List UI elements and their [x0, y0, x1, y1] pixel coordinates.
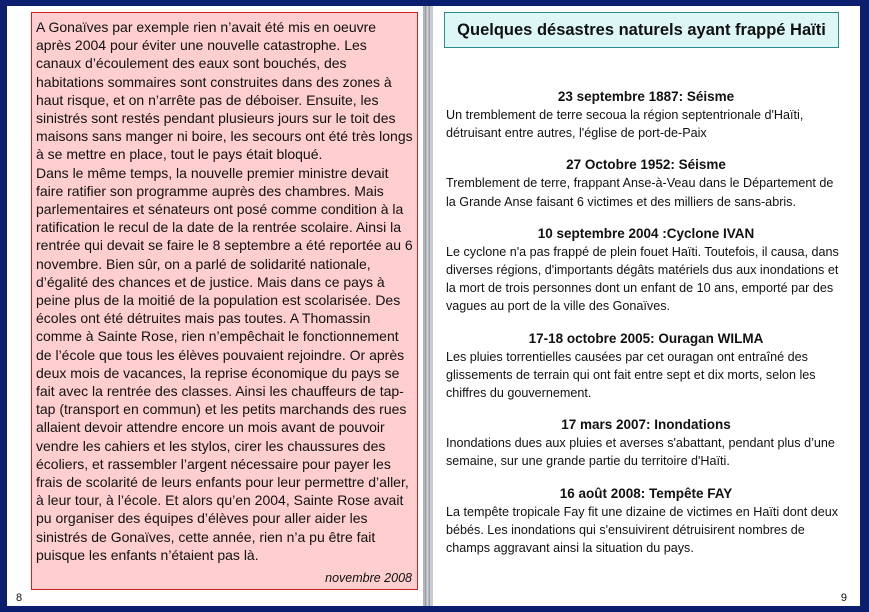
disaster-description: Tremblement de terre, frappant Anse-à-Veau dans le Département de la Grande Anse faisant 6 victimes et des milliers de sans-abris. — [446, 176, 834, 209]
page-title: Quelques désastres naturels ayant frappé Haïti — [444, 12, 839, 48]
article-text-box — [31, 12, 418, 590]
disaster-description: Le cyclone n'a pas frappé de plein fouet Haïti. Toutefois, il causa, dans diverses régions, d'importants dégâts matériels dus aux inondations et la mort de trois personnes dont un enfant de 10 ans, emporté par des vagues au port de la ville des Gonaïves. — [446, 244, 839, 314]
disaster-heading: 17-18 octobre 2005: Ouragan WILMA — [528, 330, 764, 346]
disaster-heading: 23 septembre 1887: Séisme — [557, 89, 735, 104]
disaster-entry — [446, 88, 846, 142]
disaster-description: Inondations dues aux pluies et averses s'abattant, pendant plus d’une semaine, sur une grande partie du territoire d'Haïti. — [446, 436, 835, 469]
page-number-right: 9 — [840, 592, 847, 604]
disaster-heading: 17 mars 2007: Inondations — [561, 417, 731, 433]
disaster-heading: 16 août 2008: Tempête FAY — [559, 485, 733, 501]
disaster-list — [446, 88, 846, 571]
disaster-entry — [446, 225, 846, 316]
article-paragraph-1: A Gonaïves par exemple rien n’avait été mis en oeuvre après 2004 pour éviter une nouvelle catastrophe. Les canaux d’écoulement des eaux sont bouchés, des habitations sommaires sont construites dans des zones à haut risque, et on n’arrête pas de déboiser. Ensuite, les sinistrés sont restés pendant plusieurs jours sur le toit des maisons sans manger ni boire, les secours ont été très longs à se mettre en place, tout le pays était bloqué. — [36, 19, 413, 163]
left-page — [7, 6, 425, 606]
disaster-entry — [446, 416, 846, 470]
disaster-description: La tempête tropicale Fay fit une dizaine de victimes en Haïti dont deux bébés. Les inondations qui s'ensuivirent détruisirent nombres de champs aggravant ainsi la situation du pays. — [446, 504, 839, 556]
disaster-entry — [446, 485, 846, 558]
article-paragraph-2: Dans le même temps, la nouvelle premier ministre devait faire ratifier son programme auprès des chambres. Mais parlementaires et sénateurs ont posé comme condition à la ratification le recul de la date de la rentrée scolaire. Ainsi la rentrée qui devait se faire le 8 septembre a été reportée au 6 novembre. Bien sûr, on a parlé de solidarité nationale, d’égalité des chances et de justice. Mais dans ce pays à peine plus de la moitié de la population est scolarisée. Des écoles ont été détruites mais pas toutes. A Thomassin comme à Sainte Rose, rien n’empêchait le fonctionnement de l’école que tous les élèves pouvaient rejoindre. Or après deux mois de vacances, la reprise économique du pays se fait avec la rentrée des classes. Ainsi les chauffeurs de tap-tap (transport en commun) et les petits marchands des rues allaient devoir attendre encore un mois avant de pouvoir vendre les cahiers et les stylos, cirer les chaussures des écoliers, et rassembler l’argent nécessaire pour payer les frais de scolarité de leurs enfants pour leur permettre d’aller, à leur tour, à l’école. Et alors qu’en 2004, Sainte Rose avait pu organiser des équipes d’élèves pour aller aider les sinistrés de Gonaïves, cette année, rien n’a pu être fait puisque les enfants n’étaient pas là. — [36, 164, 413, 563]
page-number-left: 8 — [16, 592, 23, 604]
disaster-description: Les pluies torrentielles causées par cet ouragan ont entraîné des glissements de terrain qui ont fait entre sept et dix morts, selon les chiffres du gouvernement. — [446, 349, 816, 401]
disaster-heading: 27 Octobre 1952: Séisme — [566, 157, 726, 173]
disaster-entry — [446, 330, 846, 403]
article-date-signature: novembre 2008 — [325, 570, 412, 585]
disaster-description: Un tremblement de terre secoua la région septentrionale d'Haïti, détruisant entre autres, l'église de port-de-Paix — [446, 108, 804, 141]
disaster-entry — [446, 156, 846, 210]
right-page — [430, 6, 860, 606]
disaster-heading: 10 septembre 2004 :Cyclone IVAN — [537, 225, 755, 241]
